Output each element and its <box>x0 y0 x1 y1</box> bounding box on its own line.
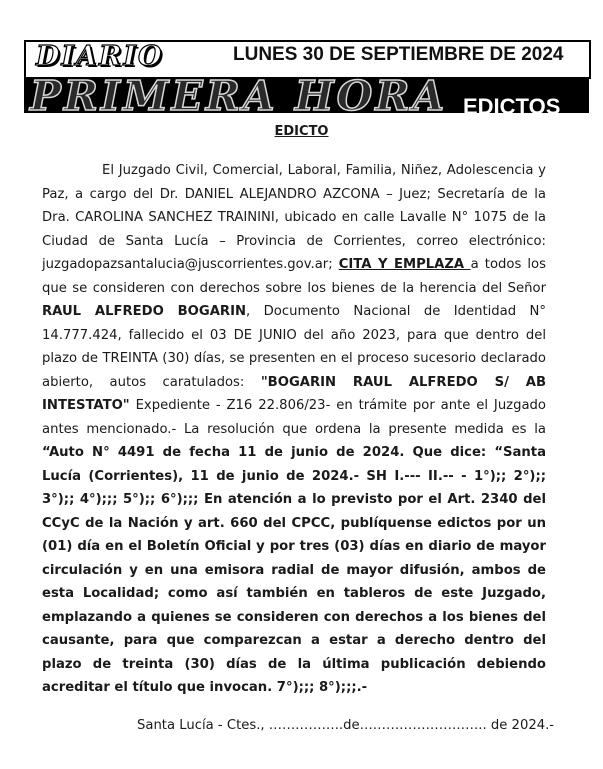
edict-text-intro: El Juzgado Civil, Comercial, Laboral, Familia, Niñez, Adolescencia y Paz, a cargo del Dr. DANIEL ALEJANDRO AZCONA – Juez; Secretaría de la Dra. CAROLINA SANCHEZ TRAININI, ubicado en calle Lavalle N° 1075 de la Ciudad de Santa Lucía – Provincia de Corrientes, correo electrónico: juzgadopazsantalucia@juscorrientes.gov.ar; <box>42 163 546 272</box>
edict-body <box>42 159 546 700</box>
masthead-band <box>24 77 589 113</box>
edict-cita-emplaza: CITA Y EMPLAZA <box>338 257 471 272</box>
masthead-date: LUNES 30 DE SEPTIEMBRE DE 2024 <box>233 44 564 65</box>
edict-title: EDICTO <box>274 124 329 139</box>
edict-signature-line: Santa Lucía - Ctes., ……………..de……………………….. de 2024.- <box>137 718 555 733</box>
masthead-top-box <box>24 40 591 79</box>
logo-primera-hora: PRIMERA HORA <box>30 77 448 113</box>
edict-text-expediente: Expediente - Z16 22.806/23- en trámite por ante el Juzgado antes mencionado.- La resolución que ordena la presente medida es la <box>42 398 546 437</box>
edict-deceased-name: RAUL ALFREDO BOGARIN <box>42 304 247 319</box>
edict-text-dni: , Documento Nacional de Identidad N° 14.777.424, fallecido el 03 DE JUNIO del año 2023, para que dentro del plazo de TREINTA (30) días, se presenten en el proceso sucesorio declarado abierto, autos caratulados: <box>42 304 547 390</box>
edict-case-title: "BOGARIN RAUL ALFREDO S/ AB INTESTATO" <box>42 374 546 413</box>
logo-diario: DIARIO <box>36 41 164 72</box>
section-label: EDICTOS <box>463 94 561 113</box>
masthead <box>24 40 589 113</box>
edict-auto-text: “Auto N° 4491 de fecha 11 de junio de 2024. Que dice: “Santa Lucía (Corrientes), 11 de junio de 2024.- SH I.--- II.-- - 1°);; 2°);; 3°);; 4°);;; 5°);; 6°);;; En atención a lo previsto por el Art. 2340 del CCyC de la Nación y art. 660 del CPCC, publíquense edictos por un (01) día en el Boletín Oficial y por tres (03) días en diario de mayor circulación y en una emisora radial de mayor difusión, ambos de esta Localidad; como así también en tableros de este Juzgado, emplazando a quienes se consideren con derechos a los bienes del causante, para que comparezcan a estar a derecho dentro del plazo de treinta (30) días de la última publicación debiendo acreditar el título que invocan. 7°);;; 8°);;;.- <box>42 445 546 695</box>
edict-text-herencia: a todos los que se consideren con derechos sobre los bienes de la herencia del Señor <box>42 257 546 296</box>
